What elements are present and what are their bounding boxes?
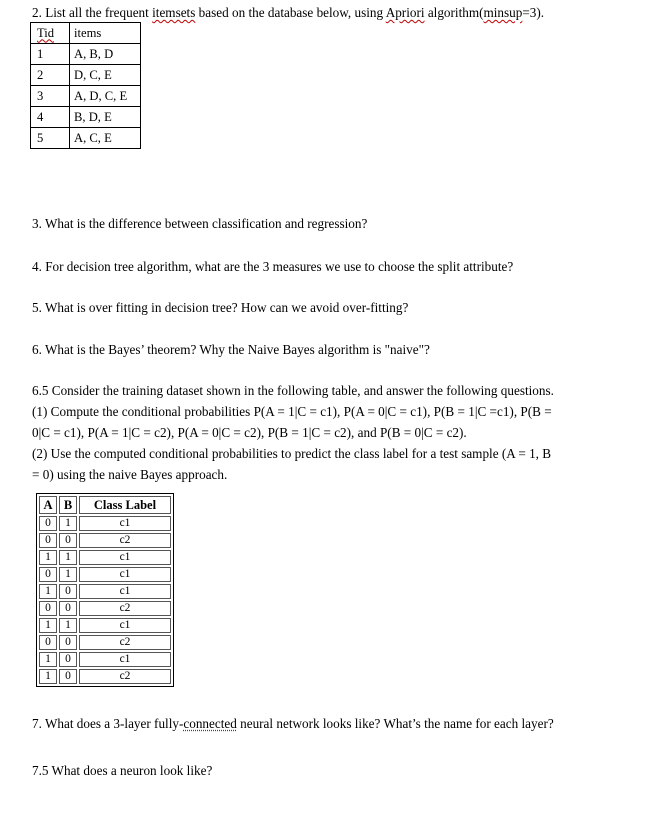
label-cell: c2 <box>79 669 171 684</box>
col-class-label-header: Class Label <box>79 496 171 514</box>
col-a-header: A <box>39 496 57 514</box>
a-cell: 0 <box>39 601 57 616</box>
question-3: 3. What is the difference between classification and regression? <box>32 216 368 231</box>
question-7-5: 7.5 What does a neuron look like? <box>32 763 213 778</box>
a-cell: 0 <box>39 533 57 548</box>
table-row <box>39 635 171 650</box>
items-header: items <box>70 23 141 44</box>
label-cell: c1 <box>79 652 171 667</box>
question-7 <box>32 713 554 734</box>
label-cell: c1 <box>79 516 171 531</box>
tid-header <box>31 23 70 44</box>
question-6-5-line-3: 0|C = c1), P(A = 1|C = c2), P(A = 0|C = c2), P(B = 1|C = c2), and P(B = 0|C = c2). <box>32 425 467 440</box>
q7-word-connected: connected <box>183 716 237 731</box>
table-row <box>31 128 141 149</box>
table-row <box>39 584 171 599</box>
table-row <box>39 669 171 684</box>
q2-word-itemsets: itemsets <box>152 5 196 20</box>
naive-bayes-table <box>36 493 174 687</box>
items-cell: A, B, D <box>70 44 141 65</box>
q2-word-minsup: minsup <box>483 5 523 20</box>
table-row <box>39 533 171 548</box>
table-row <box>39 618 171 633</box>
question-6-5-line-5: = 0) using the naive Bayes approach. <box>32 467 228 482</box>
b-cell: 0 <box>59 601 77 616</box>
q2-mid2: algorithm( <box>424 5 484 20</box>
question-6-5-line-1: 6.5 Consider the training dataset shown in the following table, and answer the following questions. <box>32 383 554 398</box>
b-cell: 1 <box>59 618 77 633</box>
label-cell: c2 <box>79 635 171 650</box>
question-4: 4. For decision tree algorithm, what are the 3 measures we use to choose the split attribute? <box>32 259 514 274</box>
label-cell: c1 <box>79 584 171 599</box>
table-row <box>39 601 171 616</box>
table-row <box>39 652 171 667</box>
table-header-row <box>39 496 171 514</box>
label-cell: c1 <box>79 550 171 565</box>
b-cell: 1 <box>59 567 77 582</box>
b-cell: 0 <box>59 533 77 548</box>
a-cell: 0 <box>39 516 57 531</box>
tid-header-text: Tid <box>37 25 55 40</box>
question-5: 5. What is over fitting in decision tree? How can we avoid over-fitting? <box>32 300 409 315</box>
label-cell: c2 <box>79 533 171 548</box>
tid-cell: 2 <box>31 65 70 86</box>
items-cell: B, D, E <box>70 107 141 128</box>
table-row <box>39 516 171 531</box>
q7-prefix: 7. What does a 3-layer fully- <box>32 716 184 731</box>
b-cell: 0 <box>59 669 77 684</box>
b-cell: 1 <box>59 550 77 565</box>
b-cell: 1 <box>59 516 77 531</box>
b-cell: 0 <box>59 652 77 667</box>
a-cell: 0 <box>39 635 57 650</box>
tid-cell: 1 <box>31 44 70 65</box>
table-row <box>39 567 171 582</box>
a-cell: 1 <box>39 550 57 565</box>
table-row <box>31 86 141 107</box>
q7-suffix: neural network looks like? What’s the name for each layer? <box>236 716 554 731</box>
tid-cell: 5 <box>31 128 70 149</box>
tid-cell: 3 <box>31 86 70 107</box>
table-row <box>39 550 171 565</box>
question-2 <box>32 2 544 23</box>
table-row <box>31 107 141 128</box>
label-cell: c1 <box>79 618 171 633</box>
q2-word-apriori: Apriori <box>385 5 425 20</box>
items-cell: D, C, E <box>70 65 141 86</box>
a-cell: 1 <box>39 618 57 633</box>
q2-prefix: 2. List all the frequent <box>32 5 153 20</box>
a-cell: 1 <box>39 584 57 599</box>
question-6-5-line-2: (1) Compute the conditional probabilities P(A = 1|C = c1), P(A = 0|C = c1), P(B = 1|C =c1), P(B = <box>32 404 552 419</box>
transaction-table <box>30 22 141 149</box>
q2-mid: based on the database below, using <box>195 5 386 20</box>
col-b-header: B <box>59 496 77 514</box>
question-6: 6. What is the Bayes’ theorem? Why the Naive Bayes algorithm is "naive"? <box>32 342 430 357</box>
a-cell: 1 <box>39 669 57 684</box>
items-cell: A, D, C, E <box>70 86 141 107</box>
tid-cell: 4 <box>31 107 70 128</box>
question-6-5-line-4: (2) Use the computed conditional probabilities to predict the class label for a test sample (A = 1, B <box>32 446 552 461</box>
table-header-row <box>31 23 141 44</box>
b-cell: 0 <box>59 584 77 599</box>
label-cell: c1 <box>79 567 171 582</box>
label-cell: c2 <box>79 601 171 616</box>
a-cell: 1 <box>39 652 57 667</box>
q2-suffix: =3). <box>522 5 545 20</box>
table-row <box>31 44 141 65</box>
b-cell: 0 <box>59 635 77 650</box>
items-cell: A, C, E <box>70 128 141 149</box>
table-row <box>31 65 141 86</box>
a-cell: 0 <box>39 567 57 582</box>
